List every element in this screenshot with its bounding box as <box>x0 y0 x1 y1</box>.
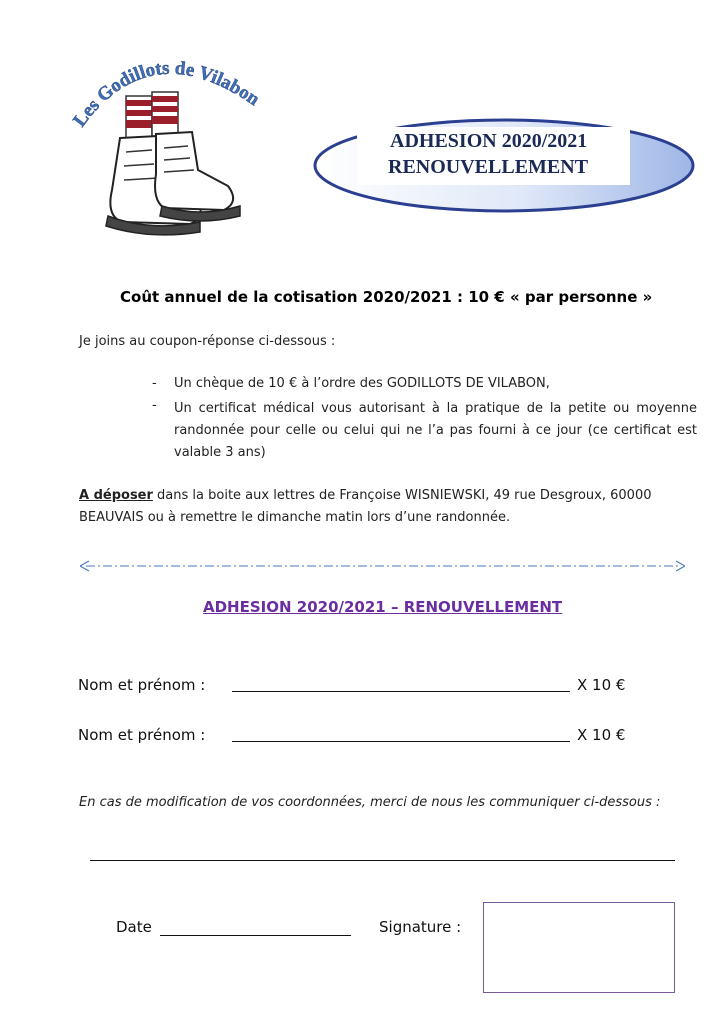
annual-cost: Coût annuel de la cotisation 2020/2021 : 10 € « par personne » <box>120 288 653 306</box>
bullet-cheque: Un chèque de 10 € à l’ordre des GODILLOTS DE VILABON, <box>174 376 550 391</box>
bullet-dash: - <box>152 376 157 391</box>
deposit-text: dans la boite aux lettres de Françoise WISNIEWSKI, 49 rue Desgroux, 60000 BEAUVAIS ou à remettre le dimanche matin lors d’une randonnée. <box>79 488 652 525</box>
deposit-label: A déposer <box>79 488 153 503</box>
page-title-line2: RENOUVELLEMENT <box>388 156 589 178</box>
bullet-certificate: Un certificat médical vous autorisant à la pratique de la petite ou moyenne randonnée pour celle ou celui qui ne l’a pas fourni à ce jour (ce certificat est valable 3 ans) <box>174 401 697 460</box>
deposit-paragraph <box>79 485 699 529</box>
bullet-dash: - <box>152 398 157 413</box>
intro-text: Je joins au coupon-réponse ci-dessous : <box>79 334 336 349</box>
cut-line <box>80 559 685 573</box>
address-field[interactable] <box>90 860 675 861</box>
price-label: X 10 € <box>577 676 626 694</box>
name-field-2[interactable] <box>232 741 570 742</box>
club-logo <box>60 40 285 245</box>
boots-icon <box>106 92 240 235</box>
name-label: Nom et prénom : <box>78 676 206 694</box>
name-label: Nom et prénom : <box>78 726 206 744</box>
modification-note: En cas de modification de vos coordonnées, merci de nous les communiquer ci-dessous : <box>79 795 661 810</box>
date-field[interactable] <box>160 935 351 936</box>
signature-box[interactable] <box>483 902 675 993</box>
coupon-title: ADHESION 2020/2021 – RENOUVELLEMENT <box>203 598 563 616</box>
logo-text: Les Godillots de Vilabon <box>69 57 264 131</box>
price-label: X 10 € <box>577 726 626 744</box>
date-label: Date <box>116 918 152 936</box>
page-title-line1: ADHESION 2020/2021 <box>390 130 588 152</box>
signature-label: Signature : <box>379 918 462 936</box>
name-field-1[interactable] <box>232 691 570 692</box>
